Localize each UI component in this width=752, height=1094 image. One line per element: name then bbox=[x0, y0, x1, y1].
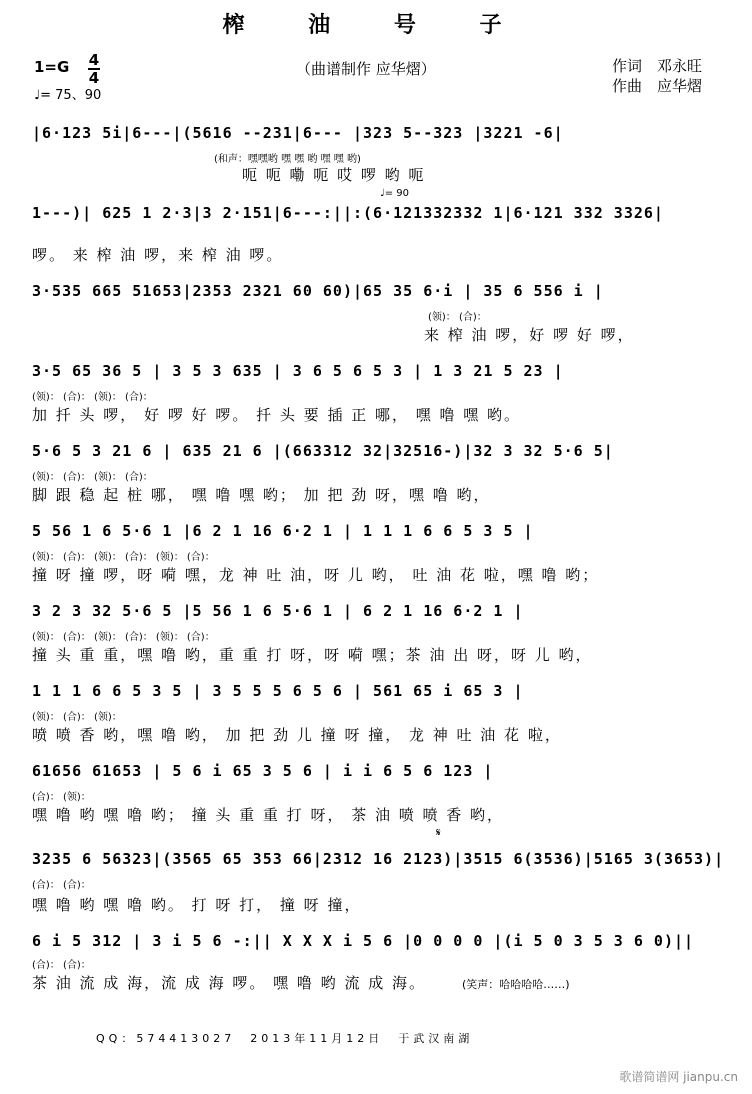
laughter-note: (笑声：哈哈哈哈……) bbox=[462, 978, 570, 991]
notation-line-11: 6 i 5 312 | 3 i 5 6 -:|| X X X i 5 6 |0 0 0 0 |(i 5 0 3 5 3 6 0)|| bbox=[32, 932, 695, 950]
roles-line-10: (合)： (合)： bbox=[32, 880, 91, 891]
lyrics-line-6: 撞 呀 撞 啰，呀 嗬 嘿，龙 神 吐 油，呀 儿 哟， 吐 油 花 啦，嘿 噜 哟； bbox=[32, 566, 600, 584]
lyrics-line-7: 撞 头 重 重，嘿 噜 哟，重 重 打 呀，呀 嗬 嘿；茶 油 出 呀，呀 儿 哟， bbox=[32, 646, 593, 664]
lyrics-line-11: 茶 油 流 成 海，流 成 海 啰。 嘿 噜 哟 流 成 海。 bbox=[32, 974, 426, 992]
roles-line-6: (领)： (合)： (领)： (合)： (领)： (合)： bbox=[32, 552, 215, 563]
notation-line-7: 3 2 3 32 5·6 5 |5 56 1 6 5·6 1 | 6 2 1 16 6·2 1 | bbox=[32, 602, 524, 620]
roles-line-7: (领)： (合)： (领)： (合)： (领)： (合)： bbox=[32, 632, 215, 643]
composer: 作曲 应华熠 bbox=[612, 77, 703, 95]
notation-line-2: 1---)| 625 1 2·3|3 2·151|6---:||:(6·121332332 1|6·121 332 3326| bbox=[32, 204, 664, 222]
notation-line-8: 1 1 1 6 6 5 3 5 | 3 5 5 5 6 5 6 | 561 65 i 65 3 | bbox=[32, 682, 524, 700]
notation-line-9: 61656 61653 | 5 6 i 65 3 5 6 | i i 6 5 6 123 | bbox=[32, 762, 494, 780]
lyrics-line-4: 加 扦 头 啰， 好 啰 好 啰。 扦 头 要 插 正 哪， 嘿 噜 嘿 哟。 bbox=[32, 406, 522, 424]
footer-info: QQ：574413027 2013年11月12日 于武汉南湖 bbox=[96, 1032, 474, 1045]
roles-line-3: (领)： (合)： bbox=[428, 312, 487, 323]
roles-line-1: (和声：嘿嘿哟 嘿 嘿 哟 嘿 嘿 哟) bbox=[214, 154, 361, 165]
lyrics-line-5: 脚 跟 稳 起 桩 哪， 嘿 噜 嘿 哟； 加 把 劲 呀，嘿 噜 哟， bbox=[32, 486, 491, 504]
notation-line-1: |6·123 5i|6---|(5616 --231|6--- |323 5--323 |3221 -6| bbox=[32, 124, 564, 142]
lyrics-line-10: 嘿 噜 哟 嘿 噜 哟。 打 呀 打， 撞 呀 撞， bbox=[32, 896, 362, 914]
roles-line-8: (领)： (合)： (领)： bbox=[32, 712, 122, 723]
key-signature: 1=G bbox=[34, 58, 70, 76]
notation-line-10: 3235 6 56323|(3565 65 353 66|2312 16 2123)|3515 6(3536)|5165 3(3653)| bbox=[32, 850, 725, 868]
lyrics-line-9: 嘿 噜 哟 嘿 噜 哟； 撞 头 重 重 打 呀， 茶 油 喷 喷 香 哟， bbox=[32, 806, 505, 824]
lyrics-line-8: 喷 喷 香 哟，嘿 噜 哟， 加 把 劲 儿 撞 呀 撞， 龙 神 吐 油 花 啦， bbox=[32, 726, 562, 744]
segno-sign: 𝄋 bbox=[436, 826, 441, 839]
lyrics-line-3: 来 榨 油 啰，好 啰 好 啰， bbox=[424, 326, 635, 344]
meter-top: 4 bbox=[88, 51, 100, 69]
lyrics-line-1: 呃 呃 嘞 呃 哎 啰 哟 呃 bbox=[242, 166, 426, 184]
tempo-marking: ♩= 75、90 bbox=[34, 88, 102, 103]
roles-line-11: (合)： (合)： bbox=[32, 960, 91, 971]
song-title: 榨 油 号 子 bbox=[222, 13, 530, 38]
meter-bottom: 4 bbox=[88, 69, 100, 87]
credits bbox=[612, 56, 702, 96]
site-watermark: 歌谱简谱网 jianpu.cn bbox=[619, 1070, 738, 1084]
lyricist: 作词 邓永旺 bbox=[612, 57, 703, 75]
notation-line-5: 5·6 5 3 21 6 | 635 21 6 |(663312 32|32516-)|32 3 32 5·6 5| bbox=[32, 442, 614, 460]
roles-line-9: (合)： (领)： bbox=[32, 792, 91, 803]
roles-line-4: (领)： (合)： (领)： (合)： bbox=[32, 392, 153, 403]
notation-line-4: 3·5 65 36 5 | 3 5 3 635 | 3 6 5 6 5 3 | 1 3 21 5 23 | bbox=[32, 362, 564, 380]
lyrics-line-2: 啰。 来 榨 油 啰，来 榨 油 啰。 bbox=[32, 246, 284, 264]
notation-line-6: 5 56 1 6 5·6 1 |6 2 1 16 6·2 1 | 1 1 1 6 6 5 3 5 | bbox=[32, 522, 534, 540]
notation-line-3: 3·535 665 51653|2353 2321 60 60)|65 35 6·i | 35 6 556 i | bbox=[32, 282, 604, 300]
time-signature bbox=[88, 52, 100, 86]
roles-line-2: ♩= 90 bbox=[380, 188, 409, 199]
roles-line-5: (领)： (合)： (领)： (合)： bbox=[32, 472, 153, 483]
score-maker: （曲谱制作 应华熠） bbox=[296, 60, 436, 78]
